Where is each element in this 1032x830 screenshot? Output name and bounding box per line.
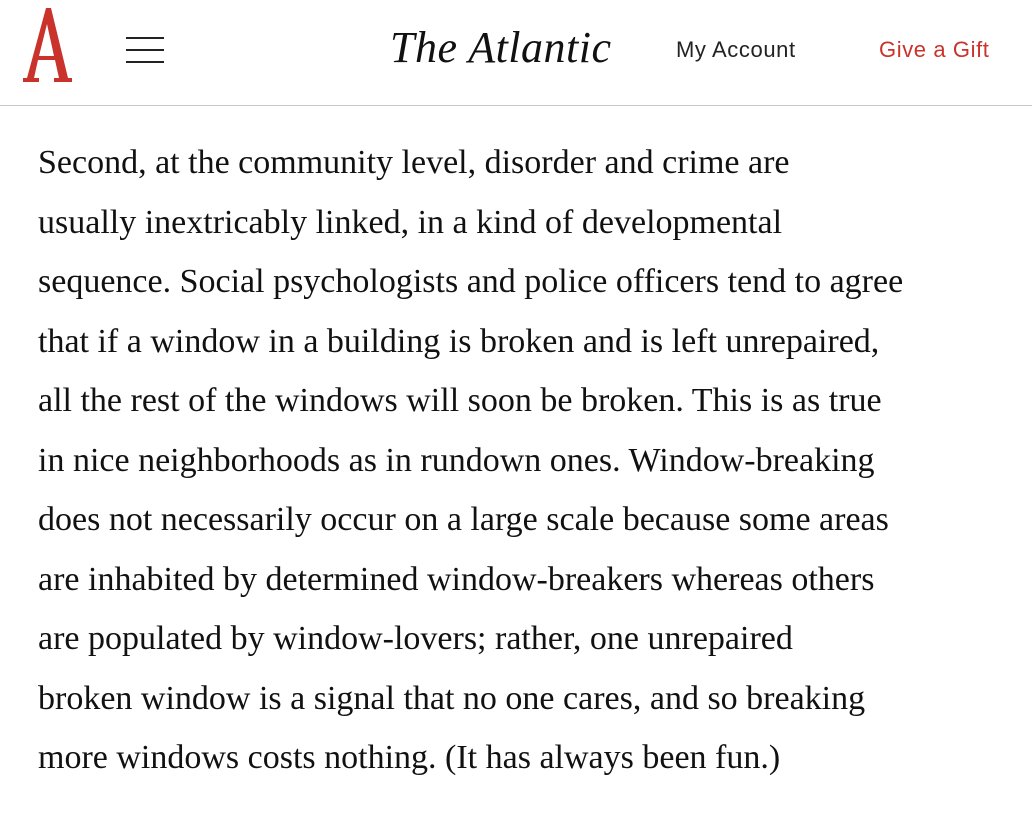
site-wordmark[interactable]: The Atlantic [390,23,612,72]
paragraph-line: more windows costs nothing. (It has always been fun.) [38,739,781,776]
menu-bar [126,49,164,51]
give-a-gift-link[interactable]: Give a Gift [879,37,990,62]
paragraph-line: usually inextricably linked, in a kind of developmental [38,203,783,241]
paragraph-line: are inhabited by determined window-breakers whereas others [38,560,875,598]
paragraph-line: are populated by window-lovers; rather, one unrepaired [38,620,793,657]
paragraph-line: all the rest of the windows will soon be broken. This is as true [38,382,882,419]
paragraph-line: that if a window in a building is broken and is left unrepaired, [38,322,880,360]
paragraph-line: Second, at the community level, disorder and crime are [38,144,790,181]
paragraph-line: does not necessarily occur on a large scale because some areas [38,501,889,538]
paragraph-line: broken window is a signal that no one cares, and so breaking [38,679,866,717]
atlantic-logo[interactable] [22,6,72,84]
paragraph-line: in nice neighborhoods as in rundown ones. Window-breaking [38,441,875,479]
article-body [38,133,998,788]
site-header [0,0,1032,106]
menu-bar [126,37,164,39]
menu-bar [126,61,164,63]
my-account-link[interactable]: My Account [676,37,796,62]
article-paragraph [38,133,998,788]
paragraph-line: sequence. Social psychologists and police officers tend to agree [38,263,904,300]
hamburger-menu-icon[interactable] [126,36,164,64]
